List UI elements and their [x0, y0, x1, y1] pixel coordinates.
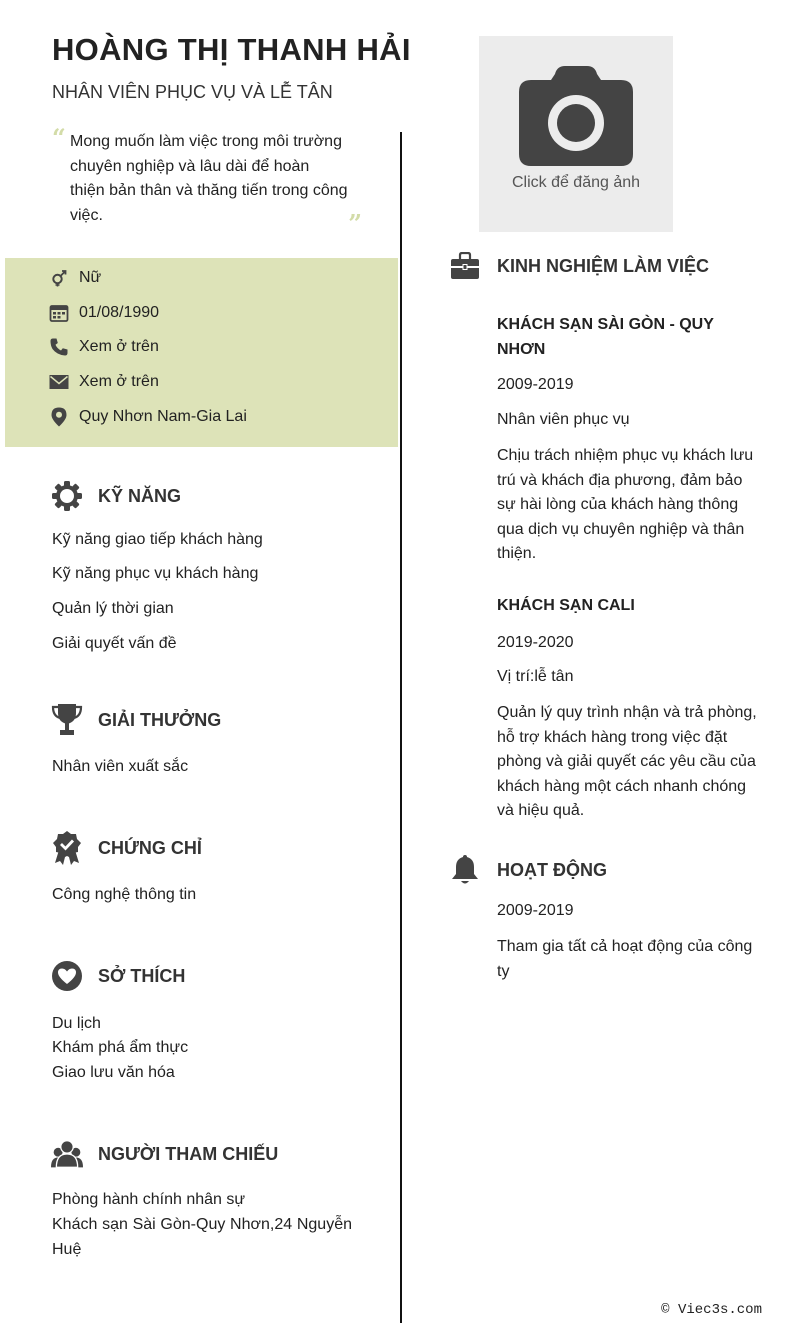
- objective-text: Mong muốn làm việc trong môi trường chuyên nghiệp và lâu dài để hoàn thiện bản thân và thăng tiến trong công việc.: [70, 133, 348, 224]
- hobbies-section-header: [51, 960, 185, 992]
- job-title: NHÂN VIÊN PHỤC VỤ VÀ LỄ TÂN: [52, 82, 333, 102]
- skill-item: Giải quyết vấn đề: [52, 635, 177, 652]
- reference-line: Phòng hành chính nhân sự: [52, 1191, 246, 1208]
- job-description: Quản lý quy trình nhận và trả phòng, hỗ trợ khách hàng trong việc đặt phòng và giải quyết các yêu cầu của khách hàng một cách nhanh chóng và hiệu quả.: [497, 704, 757, 819]
- gear-icon: [51, 480, 83, 512]
- email-value: Xem ở trên: [79, 373, 159, 390]
- open-quote-icon: “: [52, 123, 66, 152]
- bell-icon: [449, 854, 481, 886]
- people-icon: [51, 1138, 83, 1170]
- close-quote-icon: ”: [348, 209, 362, 238]
- job-position: Nhân viên phục vụ: [497, 411, 630, 428]
- info-email: [49, 370, 159, 394]
- skill-item: Kỹ năng giao tiếp khách hàng: [52, 531, 263, 548]
- footer-credit: © Viec3s.com: [661, 1302, 762, 1318]
- hobby-item: Giao lưu văn hóa: [52, 1064, 175, 1081]
- job-company: KHÁCH SẠN CALI: [497, 597, 635, 614]
- phone-value: Xem ở trên: [79, 338, 159, 355]
- hobby-item: Khám phá ẩm thực: [52, 1039, 189, 1056]
- activities-heading: HOẠT ĐỘNG: [497, 859, 607, 880]
- info-address: [49, 405, 247, 429]
- skills-section-header: [51, 480, 181, 512]
- envelope-icon: [49, 372, 69, 392]
- skill-item: Kỹ năng phục vụ khách hàng: [52, 565, 259, 582]
- hobbies-heading: SỞ THÍCH: [98, 965, 186, 986]
- info-birthday: [49, 301, 159, 325]
- certificate-item: Công nghệ thông tin: [52, 886, 197, 903]
- objective-quote: [52, 123, 372, 238]
- references-heading: NGƯỜI THAM CHIẾU: [98, 1143, 279, 1164]
- job-period: 2019-2020: [497, 634, 574, 651]
- calendar-icon: [49, 303, 69, 323]
- job-position: Vị trí:lễ tân: [497, 668, 574, 685]
- briefcase-icon: [449, 250, 481, 282]
- photo-upload[interactable]: [479, 36, 673, 232]
- activity-period: 2009-2019: [497, 902, 574, 919]
- phone-icon: [49, 337, 69, 357]
- skill-item: Quản lý thời gian: [52, 600, 174, 617]
- awards-heading: GIẢI THƯỞNG: [98, 709, 222, 730]
- awards-section-header: [51, 704, 221, 736]
- experience-heading: KINH NGHIỆM LÀM VIỆC: [497, 255, 710, 276]
- gender-icon: [49, 268, 69, 288]
- trophy-icon: [51, 704, 83, 736]
- location-pin-icon: [49, 407, 69, 427]
- hobby-item: Du lịch: [52, 1015, 101, 1032]
- camera-icon: [517, 64, 635, 168]
- job-description: Chịu trách nhiệm phục vụ khách lưu trú và khách địa phương, đảm bảo sự hài lòng của khách hàng thông qua dịch vụ chuyên nghiệp và thân thiện.: [497, 447, 754, 562]
- award-item: Nhân viên xuất sắc: [52, 758, 189, 775]
- job-period: 2009-2019: [497, 376, 574, 393]
- experience-section-header: [449, 250, 709, 282]
- photo-caption: Click để đăng ảnh: [511, 174, 641, 191]
- references-section-header: [51, 1138, 278, 1170]
- column-divider: [400, 132, 402, 1323]
- birthday-value: 01/08/1990: [79, 304, 160, 321]
- candidate-name: HOÀNG THỊ THANH HẢI: [52, 32, 411, 67]
- activity-description: Tham gia tất cả hoạt động của công ty: [497, 938, 753, 980]
- activities-section-header: [449, 854, 607, 886]
- gender-value: Nữ: [79, 269, 102, 286]
- reference-line: Khách sạn Sài Gòn-Quy Nhơn,24 Nguyễn Huệ: [52, 1216, 352, 1258]
- certificates-section-header: [51, 832, 202, 864]
- personal-info: [5, 258, 398, 447]
- info-phone: [49, 335, 159, 359]
- certificates-heading: CHỨNG CHỈ: [98, 837, 202, 858]
- info-gender: [49, 266, 101, 290]
- skills-heading: KỸ NĂNG: [98, 485, 182, 506]
- heart-icon: [51, 960, 83, 992]
- certificate-badge-icon: [51, 832, 83, 864]
- job-company: KHÁCH SẠN SÀI GÒN - QUY NHƠN: [497, 316, 714, 358]
- address-value: Quy Nhơn Nam-Gia Lai: [79, 408, 247, 425]
